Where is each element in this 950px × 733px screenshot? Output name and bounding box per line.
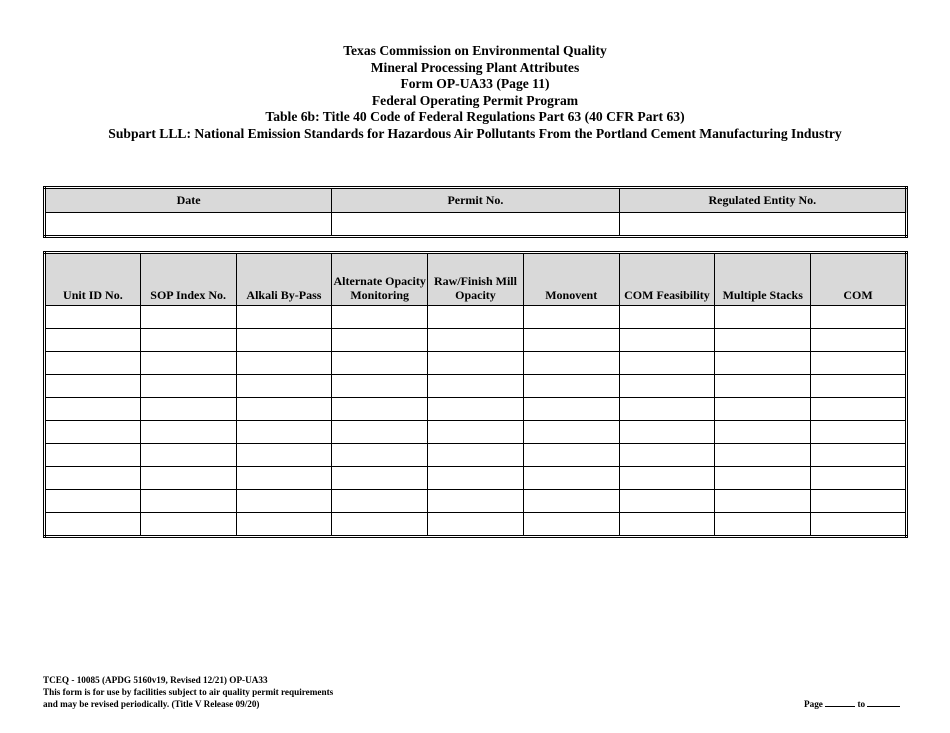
table-cell[interactable] [523, 306, 619, 329]
table-cell[interactable] [332, 352, 428, 375]
table-cell[interactable] [332, 306, 428, 329]
page-to-label: to [857, 699, 866, 709]
unit-id-header: Unit ID No. [45, 253, 141, 306]
table-cell[interactable] [332, 329, 428, 352]
table-cell[interactable] [715, 329, 811, 352]
table-cell[interactable] [45, 375, 141, 398]
table-row [45, 329, 907, 352]
table-cell[interactable] [332, 421, 428, 444]
table-cell[interactable] [140, 467, 236, 490]
table-cell[interactable] [428, 398, 524, 421]
table-cell[interactable] [619, 352, 715, 375]
table-cell[interactable] [428, 375, 524, 398]
table-row [45, 444, 907, 467]
table-cell[interactable] [140, 421, 236, 444]
table-cell[interactable] [715, 352, 811, 375]
table-cell[interactable] [236, 444, 332, 467]
table-cell[interactable] [332, 490, 428, 513]
page-label: Page [804, 699, 823, 709]
table-cell[interactable] [428, 490, 524, 513]
table-cell[interactable] [428, 467, 524, 490]
usage-note-2: and may be revised periodically. (Title V Release 09/20) [43, 699, 260, 709]
date-field[interactable] [45, 213, 332, 237]
table-cell[interactable] [715, 467, 811, 490]
alkali-bypass-header: Alkali By-Pass [236, 253, 332, 306]
table-cell[interactable] [523, 329, 619, 352]
permit-info-table [43, 186, 908, 238]
table-cell[interactable] [45, 421, 141, 444]
table-cell[interactable] [45, 490, 141, 513]
table-cell[interactable] [715, 398, 811, 421]
table-cell[interactable] [715, 375, 811, 398]
table-cell[interactable] [619, 490, 715, 513]
table-cell[interactable] [619, 398, 715, 421]
table-cell[interactable] [236, 513, 332, 537]
table-cell[interactable] [332, 398, 428, 421]
table-cell[interactable] [45, 398, 141, 421]
raw-finish-mill-opacity-header: Raw/Finish Mill Opacity [428, 253, 524, 306]
form-subject: Mineral Processing Plant Attributes [370, 59, 580, 75]
table-cell[interactable] [811, 352, 907, 375]
column-header-row [45, 253, 907, 306]
table-cell[interactable] [332, 513, 428, 537]
table-cell[interactable] [523, 444, 619, 467]
table-cell[interactable] [811, 306, 907, 329]
table-cell[interactable] [140, 398, 236, 421]
date-header: Date [45, 188, 332, 213]
table-cell[interactable] [45, 306, 141, 329]
table-cell[interactable] [140, 490, 236, 513]
regulated-entity-no-header: Regulated Entity No. [619, 188, 906, 213]
form-revision: TCEQ - 10085 (APDG 5160v19, Revised 12/21) OP-UA33 [43, 675, 268, 685]
monovent-header: Monovent [523, 253, 619, 306]
page-number-field[interactable] [825, 697, 855, 707]
table-cell[interactable] [811, 375, 907, 398]
table-cell[interactable] [715, 513, 811, 537]
table-row [45, 513, 907, 537]
table-cell[interactable] [811, 421, 907, 444]
regulated-entity-no-field[interactable] [619, 213, 906, 237]
table-row [45, 398, 907, 421]
table-cell[interactable] [140, 513, 236, 537]
sop-index-header: SOP Index No. [140, 253, 236, 306]
table-cell[interactable] [619, 513, 715, 537]
table-cell[interactable] [619, 329, 715, 352]
table-cell[interactable] [236, 329, 332, 352]
table-cell[interactable] [715, 444, 811, 467]
table-cell[interactable] [236, 375, 332, 398]
table-cell[interactable] [236, 490, 332, 513]
table-title: Table 6b: Title 40 Code of Federal Regulations Part 63 (40 CFR Part 63) [265, 109, 685, 125]
table-cell[interactable] [428, 421, 524, 444]
table-cell[interactable] [811, 444, 907, 467]
table-cell[interactable] [619, 467, 715, 490]
table-cell[interactable] [428, 306, 524, 329]
table-cell[interactable] [811, 329, 907, 352]
table-cell[interactable] [332, 444, 428, 467]
alternate-opacity-monitoring-header: Alternate Opacity Monitoring [332, 253, 428, 306]
unit-attributes-table [43, 251, 908, 538]
form-id: Form OP-UA33 (Page 11) [400, 76, 550, 92]
table-cell[interactable] [45, 513, 141, 537]
table-cell[interactable] [523, 490, 619, 513]
table-cell[interactable] [619, 421, 715, 444]
multiple-stacks-header: Multiple Stacks [715, 253, 811, 306]
table-cell[interactable] [332, 375, 428, 398]
table-row [45, 306, 907, 329]
table-cell[interactable] [811, 467, 907, 490]
table-cell[interactable] [428, 444, 524, 467]
subpart-title: Subpart LLL: National Emission Standards for Hazardous Air Pollutants From the Portland Cement Manufacturing Industry [108, 125, 842, 141]
table-cell[interactable] [140, 352, 236, 375]
table-cell[interactable] [332, 467, 428, 490]
table-cell[interactable] [428, 329, 524, 352]
table-cell[interactable] [140, 444, 236, 467]
table-cell[interactable] [619, 444, 715, 467]
page-total-field[interactable] [867, 697, 900, 707]
form-footer [43, 674, 333, 710]
table-cell[interactable] [523, 513, 619, 537]
table-cell[interactable] [715, 306, 811, 329]
table-cell[interactable] [140, 329, 236, 352]
page-numbering [804, 697, 900, 709]
table-cell[interactable] [236, 467, 332, 490]
table-cell[interactable] [45, 467, 141, 490]
table-cell[interactable] [523, 352, 619, 375]
table-cell[interactable] [811, 513, 907, 537]
table-row [45, 421, 907, 444]
table-row [45, 467, 907, 490]
table-cell[interactable] [428, 352, 524, 375]
agency-name: Texas Commission on Environmental Quality [343, 43, 607, 58]
table-cell[interactable] [45, 352, 141, 375]
table-cell[interactable] [715, 421, 811, 444]
permit-no-field[interactable] [332, 213, 619, 237]
table-cell[interactable] [523, 467, 619, 490]
table-cell[interactable] [811, 398, 907, 421]
table-cell[interactable] [140, 306, 236, 329]
com-feasibility-header: COM Feasibility [619, 253, 715, 306]
permit-no-header: Permit No. [332, 188, 619, 213]
table-cell[interactable] [428, 513, 524, 537]
table-row [45, 490, 907, 513]
form-header [0, 43, 950, 143]
table-cell[interactable] [45, 329, 141, 352]
table-cell[interactable] [715, 490, 811, 513]
table-cell[interactable] [236, 398, 332, 421]
table-cell[interactable] [140, 375, 236, 398]
table-cell[interactable] [523, 421, 619, 444]
table-cell[interactable] [619, 306, 715, 329]
table-cell[interactable] [619, 375, 715, 398]
com-header: COM [811, 253, 907, 306]
table-cell[interactable] [236, 352, 332, 375]
table-row [45, 375, 907, 398]
table-row [45, 352, 907, 375]
table-cell[interactable] [523, 375, 619, 398]
table-cell[interactable] [523, 398, 619, 421]
table-cell[interactable] [236, 421, 332, 444]
program-name: Federal Operating Permit Program [371, 92, 579, 108]
table-cell[interactable] [45, 444, 141, 467]
usage-note-1: This form is for use by facilities subject to air quality permit requirements [43, 687, 334, 697]
table-cell[interactable] [811, 490, 907, 513]
table-cell[interactable] [236, 306, 332, 329]
